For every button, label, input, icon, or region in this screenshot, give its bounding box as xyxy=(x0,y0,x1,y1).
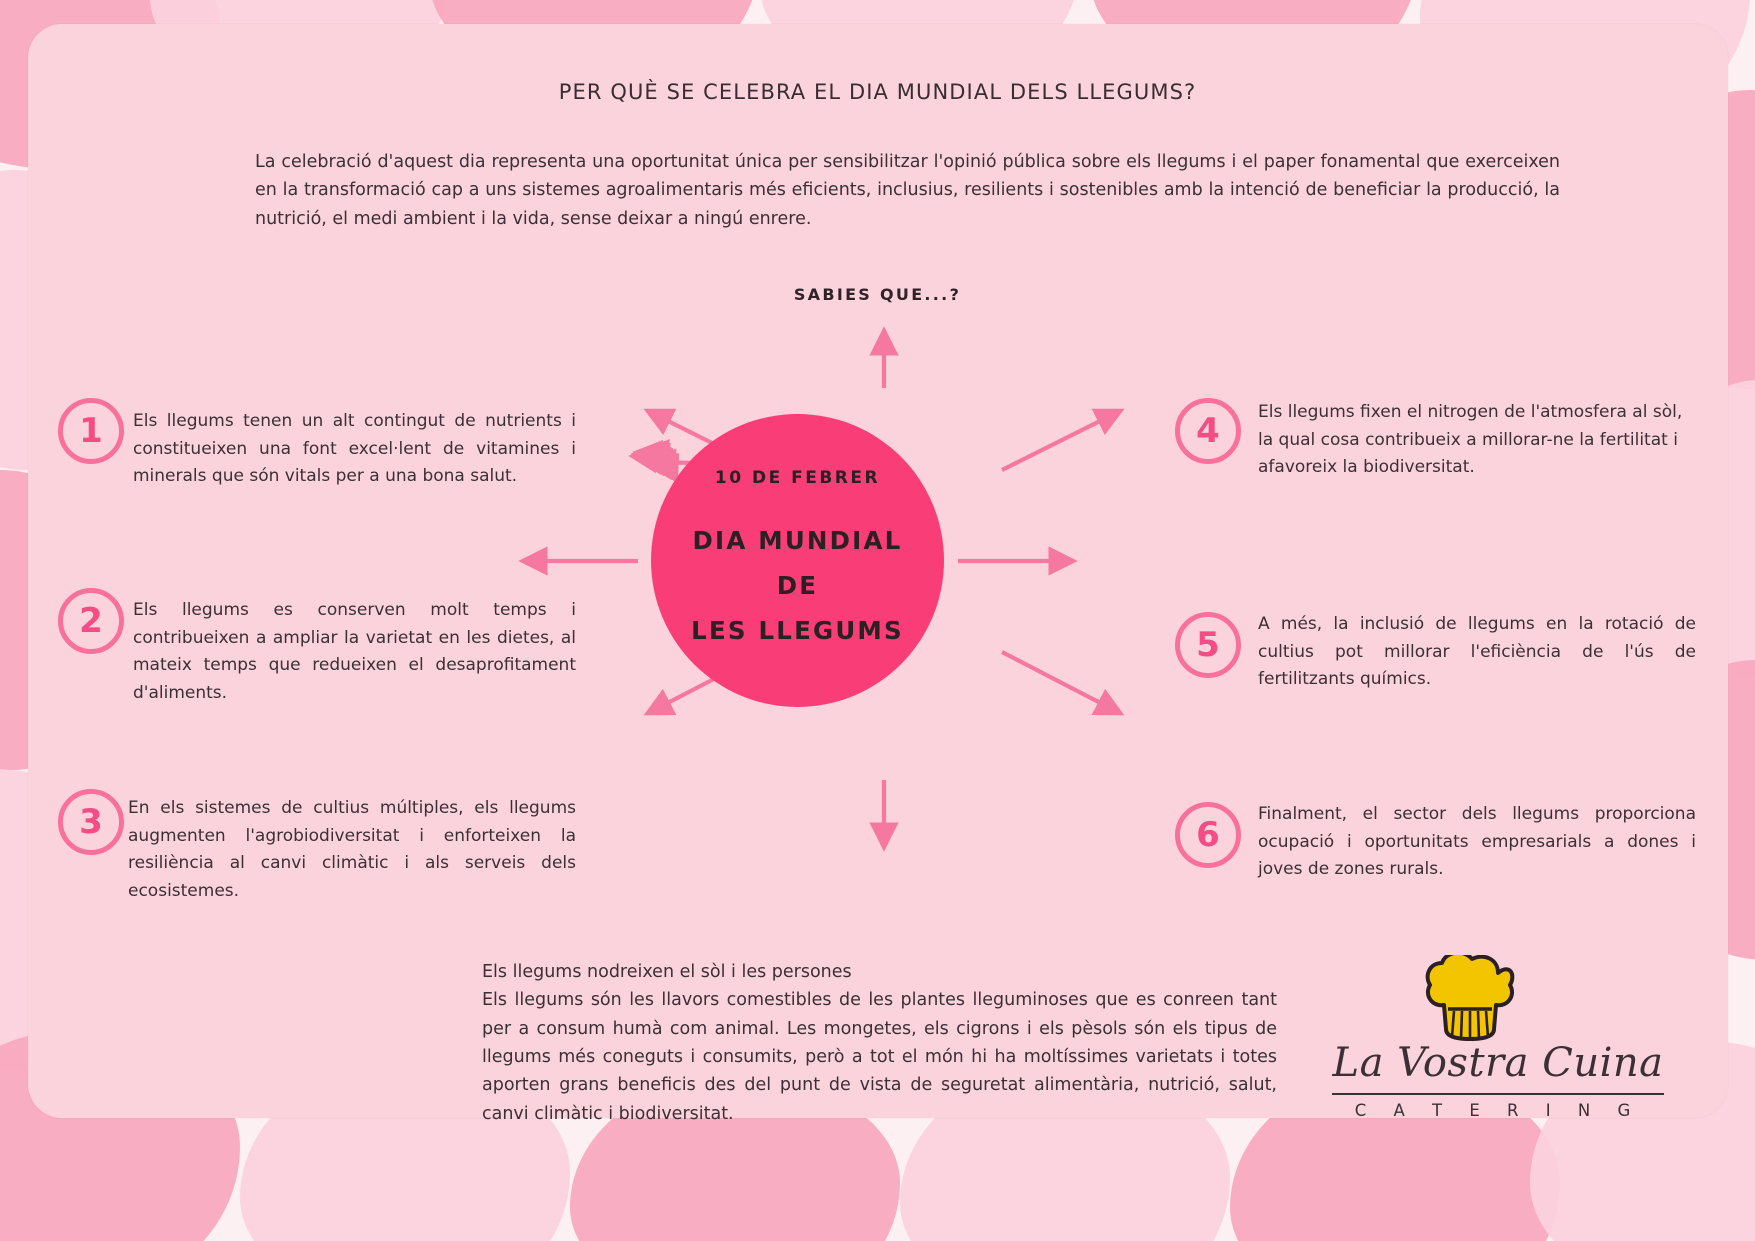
center-date: 10 DE FEBRER xyxy=(714,467,881,488)
item-text-5: A més, la inclusió de llegums en la rotació de cultius pot millorar l'eficiència de l'ús de fertilitzants químics. xyxy=(1258,614,1696,690)
sabies-que-label: SABIES QUE...? xyxy=(793,285,962,304)
badge-2: 2 xyxy=(58,588,124,654)
intro-paragraph: La celebració d'aquest dia representa una oportunitat única per sensibilitzar l'opinió pública sobre els llegums i el paper fonamental que exerceixen en la transformació cap a uns sistemes agroalimentaris més eficients, inclusius, resilients i sostenibles amb la intenció de beneficiar la producció, la nutrició, el medi ambient i la vida, sense deixar a ningú enrere. xyxy=(255,152,1560,229)
item-text-2: Els llegums es conserven molt temps i contribueixen a ampliar la varietat en les dietes, al mateix temps que redueixen el desaprofitament d'aliments. xyxy=(133,600,576,703)
item-text-1: Els llegums tenen un alt contingut de nutrients i constitueixen una font excel·lent de vitamines i minerals que són vitals per a una bona salut. xyxy=(133,411,576,487)
badge-1: 1 xyxy=(58,398,124,464)
bottom-body: Els llegums són les llavors comestibles de les plantes lleguminoses que es conreen tant per a consum humà com animal. Les mongetes, els cigrons i els pèsols són els tipus de llegums més coneguts i consumits, però a tot el món hi ha moltíssimes varietats i totes aporten grans beneficis des del punt de vista de seguretat alimentària, nutrició, salut, canvi climàtic i biodiversitat. xyxy=(482,990,1277,1124)
bottom-lead: Els llegums nodreixen el sòl i les persones xyxy=(482,962,852,982)
badge-4: 4 xyxy=(1175,398,1241,464)
page-title: PER QUÈ SE CELEBRA EL DIA MUNDIAL DELS LLEGUMS? xyxy=(558,80,1197,104)
brand-divider xyxy=(1332,1093,1664,1095)
item-text-4: Els llegums fixen el nitrogen de l'atmosfera al sòl, la qual cosa contribueix a millorar-ne la fertilitat i afavoreix la biodiversitat. xyxy=(1258,402,1683,478)
bottom-paragraph xyxy=(482,958,1277,1128)
item-text-3: En els sistemes de cultius múltiples, els llegums augmenten l'agrobiodiversitat i enforteixen la resiliència al canvi climàtic i als serveis dels ecosistemes. xyxy=(128,798,576,901)
badge-5: 5 xyxy=(1175,612,1241,678)
center-title-line1: DIA MUNDIAL DE xyxy=(692,525,903,600)
brand-logo xyxy=(1318,955,1678,1120)
center-title-line2: LES LLEGUMS xyxy=(691,616,904,646)
center-circle xyxy=(651,414,944,707)
item-text-6: Finalment, el sector dels llegums proporciona ocupació i oportunitats empresarials a dones i joves de zones rurals. xyxy=(1258,804,1696,880)
badge-3: 3 xyxy=(58,789,124,855)
brand-name: La Vostra Cuina xyxy=(1332,1040,1664,1086)
badge-6: 6 xyxy=(1175,802,1241,868)
brand-subtitle: C A T E R I N G xyxy=(1354,1101,1642,1120)
